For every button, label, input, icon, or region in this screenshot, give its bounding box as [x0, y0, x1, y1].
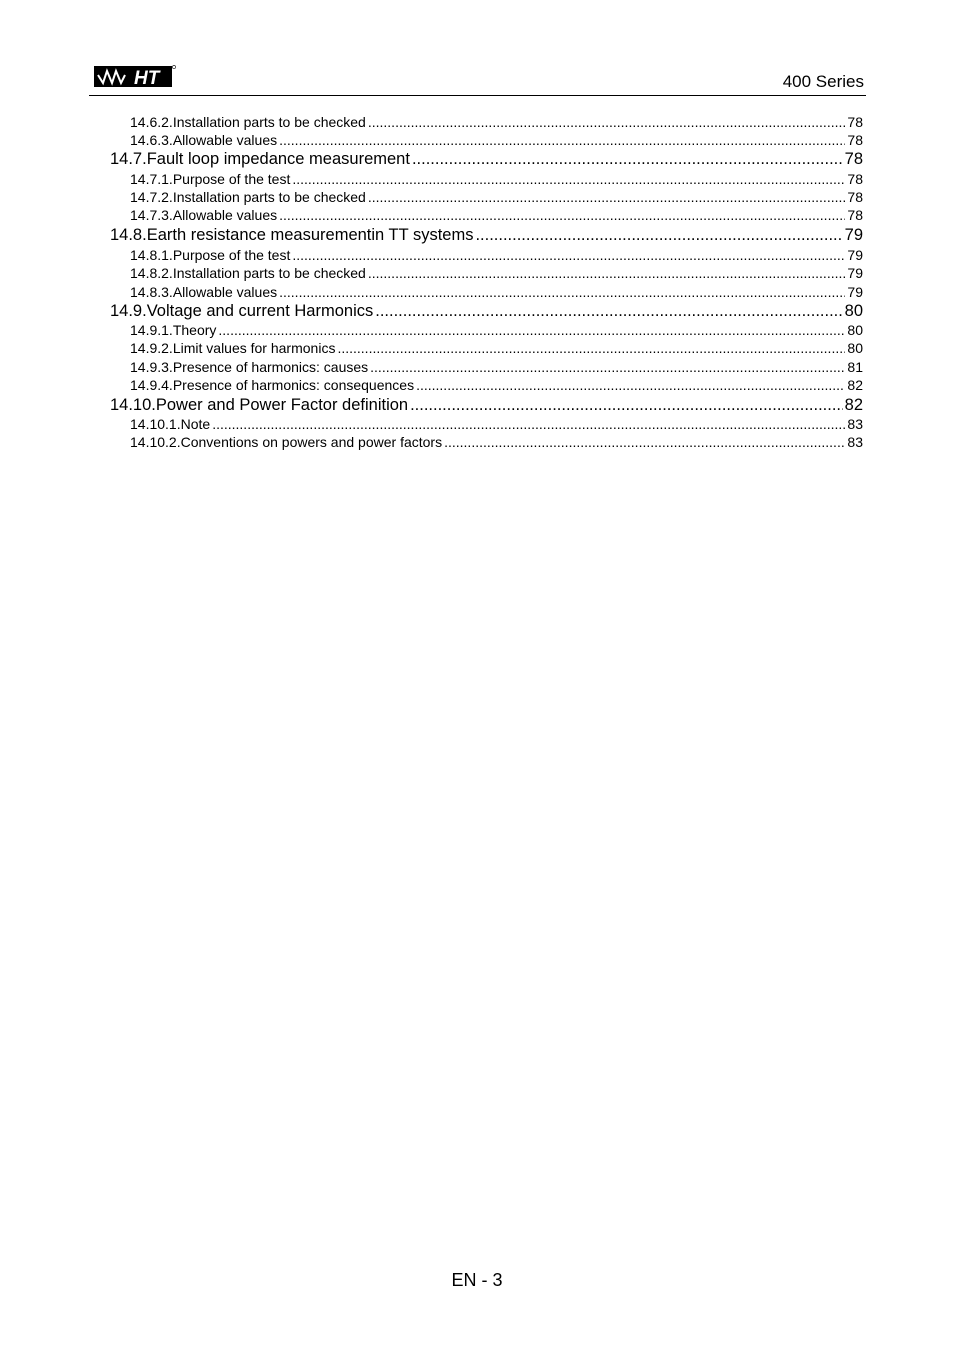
toc-entry-title: Allowable values — [172, 207, 278, 223]
toc-entry[interactable] — [130, 247, 863, 263]
toc-entry[interactable] — [130, 434, 863, 450]
toc-entry-page: 81 — [847, 359, 863, 375]
toc-entry[interactable] — [110, 150, 863, 169]
toc-entry-title: Allowable values — [172, 284, 278, 300]
toc-entry-title: Purpose of the test — [172, 171, 291, 187]
toc-entry-number: 14.7.2. — [130, 189, 173, 205]
page-header — [89, 60, 866, 96]
toc-entry-number: 14.8. — [110, 226, 147, 244]
toc-entry-page: 79 — [844, 226, 863, 244]
toc-entry-title: Power and Power Factor definition — [155, 396, 409, 414]
toc-entry-number: 14.10.1. — [130, 416, 181, 432]
toc-dot-leader — [212, 416, 845, 432]
toc-entry-number: 14.9.4. — [130, 377, 173, 393]
toc-entry-title: Allowable values — [172, 132, 278, 148]
toc-entry-page: 79 — [847, 265, 863, 281]
toc-entry-number: 14.6.3. — [130, 132, 173, 148]
toc-entry-title: Installation parts to be checked — [172, 265, 366, 281]
toc-entry[interactable] — [130, 340, 863, 356]
toc-entry-title: Note — [180, 416, 211, 432]
toc-entry-number: 14.9. — [110, 302, 147, 320]
toc-entry[interactable] — [130, 207, 863, 223]
toc-entry-number: 14.9.2. — [130, 340, 173, 356]
toc-entry[interactable] — [110, 396, 863, 415]
toc-entry-number: 14.10.2. — [130, 434, 181, 450]
toc-entry-page: 83 — [847, 416, 863, 432]
toc-entry-title: Fault loop impedance measurement — [146, 150, 410, 168]
toc-entry-title: Limit values for harmonics — [172, 340, 336, 356]
toc-entry-page: 80 — [844, 302, 863, 320]
page-number: EN - 3 — [451, 1270, 503, 1290]
toc-entry-page: 78 — [847, 171, 863, 187]
toc-entry-number: 14.9.1. — [130, 322, 173, 338]
toc-entry[interactable] — [110, 226, 863, 245]
toc-dot-leader — [218, 322, 845, 338]
toc-entry[interactable] — [130, 132, 863, 148]
toc-entry[interactable] — [130, 189, 863, 205]
toc-entry-title: Conventions on powers and power factors — [180, 434, 443, 450]
toc-entry-page: 78 — [847, 132, 863, 148]
toc-dot-leader — [292, 171, 845, 187]
toc-entry-page: 80 — [847, 340, 863, 356]
toc-entry-title: Presence of harmonics: consequences — [172, 377, 415, 393]
toc-entry-title: Theory — [172, 322, 217, 338]
toc-entry-number: 14.8.1. — [130, 247, 173, 263]
toc-dot-leader — [370, 359, 845, 375]
toc-entry-number: 14.9.3. — [130, 359, 173, 375]
toc-entry-number: 14.7. — [110, 150, 147, 168]
toc-entry-number: 14.6.2. — [130, 114, 173, 130]
toc-entry-page: 78 — [847, 207, 863, 223]
toc-entry-page: 82 — [847, 377, 863, 393]
toc-entry-page: 78 — [844, 150, 863, 168]
toc-entry-title: Earth resistance measurementin TT systems — [146, 226, 474, 244]
toc-entry-title: Installation parts to be checked — [172, 189, 366, 205]
toc-dot-leader — [368, 189, 846, 205]
toc-entry-page: 78 — [847, 114, 863, 130]
toc-dot-leader — [475, 226, 842, 245]
toc-entry[interactable] — [130, 114, 863, 130]
toc-dot-leader — [444, 434, 845, 450]
toc-entry-number: 14.10. — [110, 396, 156, 414]
toc-entry-page: 79 — [847, 247, 863, 263]
ht-logo-icon — [94, 63, 176, 90]
toc-entry[interactable] — [130, 322, 863, 338]
toc-entry-number: 14.7.1. — [130, 171, 173, 187]
series-label: 400 Series — [782, 72, 864, 91]
toc-dot-leader — [416, 377, 845, 393]
toc-entry-page: 82 — [844, 396, 863, 414]
toc-entry[interactable] — [130, 359, 863, 375]
toc-entry[interactable] — [110, 302, 863, 321]
toc-entry[interactable] — [130, 377, 863, 393]
toc-dot-leader — [279, 132, 845, 148]
toc-dot-leader — [412, 150, 843, 169]
toc-entry-number: 14.7.3. — [130, 207, 173, 223]
toc-entry[interactable] — [130, 284, 863, 300]
toc-dot-leader — [410, 396, 843, 415]
toc-entry-number: 14.8.2. — [130, 265, 173, 281]
toc-dot-leader — [279, 284, 845, 300]
toc-dot-leader — [368, 265, 846, 281]
toc-entry-title: Presence of harmonics: causes — [172, 359, 369, 375]
toc-entry-title: Purpose of the test — [172, 247, 291, 263]
logo-text: HT — [134, 68, 160, 89]
toc-entry-number: 14.8.3. — [130, 284, 173, 300]
toc-entry-title: Voltage and current Harmonics — [146, 302, 374, 320]
toc-dot-leader — [368, 114, 846, 130]
toc-entry-page: 80 — [847, 322, 863, 338]
toc-dot-leader — [375, 302, 842, 321]
toc-entry-page: 79 — [847, 284, 863, 300]
toc-dot-leader — [337, 340, 845, 356]
toc-entry-page: 78 — [847, 189, 863, 205]
toc-entry-page: 83 — [847, 434, 863, 450]
toc-dot-leader — [292, 247, 845, 263]
toc-entry[interactable] — [130, 265, 863, 281]
toc-entry[interactable] — [130, 416, 863, 432]
toc-dot-leader — [279, 207, 845, 223]
toc-entry[interactable] — [130, 171, 863, 187]
toc-entry-title: Installation parts to be checked — [172, 114, 366, 130]
